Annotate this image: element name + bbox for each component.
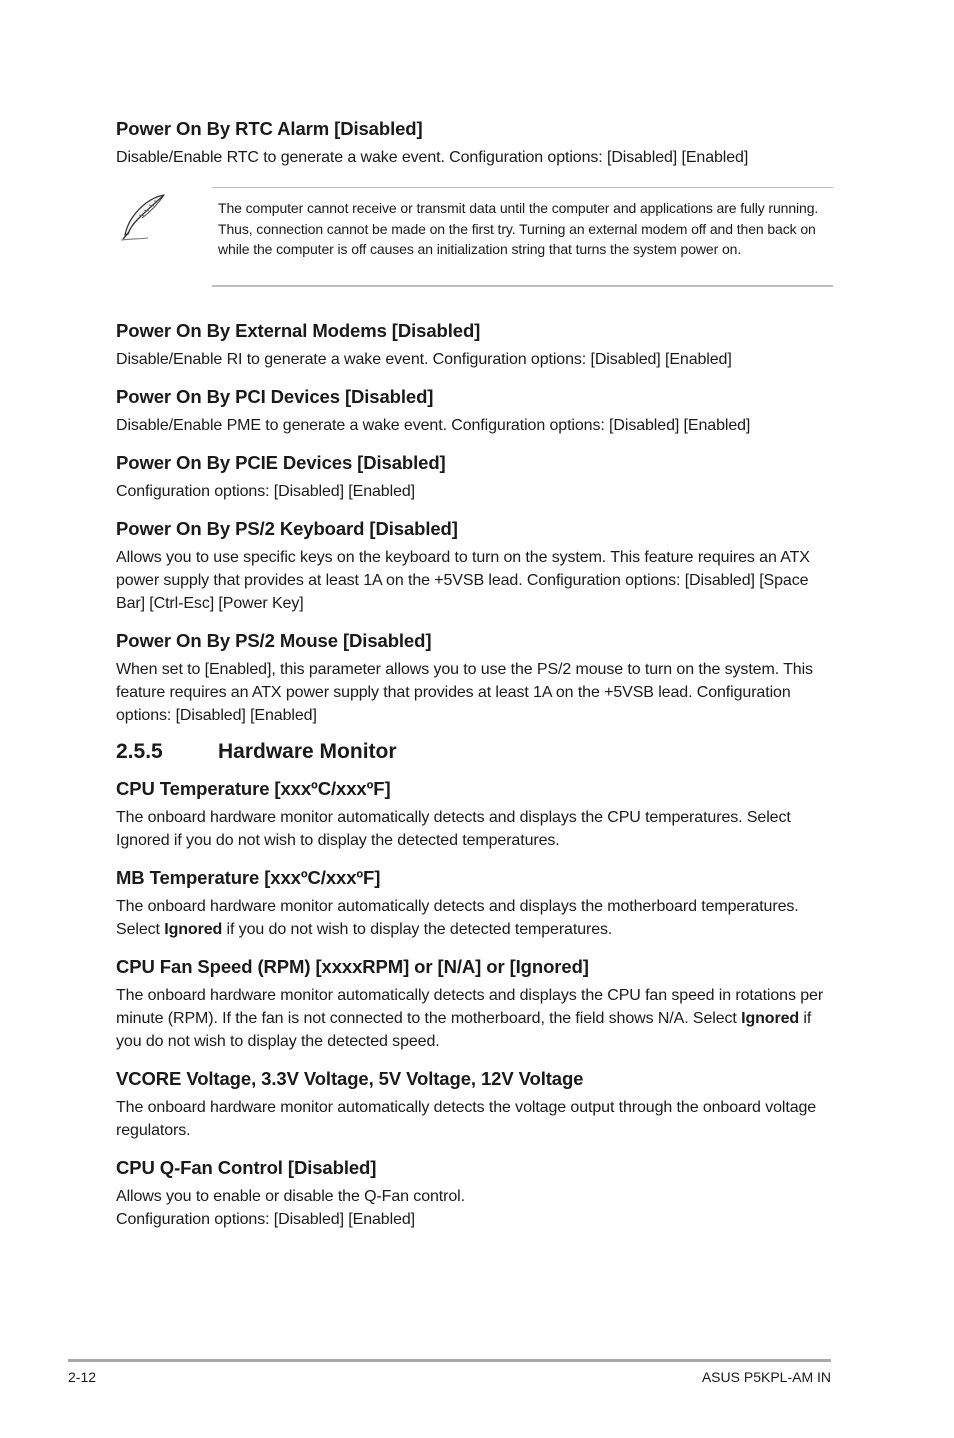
section-mb-temperature [116, 866, 832, 941]
section-cpu-fan-speed [116, 955, 832, 1053]
section-heading: Power On By PCIE Devices [Disabled] [116, 452, 446, 473]
section-heading: Power On By External Modems [Disabled] [116, 320, 481, 341]
section-body: Configuration options: [Disabled] [Enabled] [116, 483, 416, 500]
section-external-modems [116, 319, 832, 371]
section-body: Disable/Enable PME to generate a wake event. Configuration options: [Disabled] [Enabled] [116, 417, 751, 434]
section-heading: Power On By PCI Devices [Disabled] [116, 386, 434, 407]
body-line: Configuration options: [Disabled] [Enabled] [116, 1211, 416, 1228]
section-body [116, 895, 832, 941]
section-number: 2.5.5 [116, 740, 163, 763]
section-heading: MB Temperature [xxxºC/xxxºF] [116, 867, 381, 888]
section-pci-devices [116, 385, 832, 437]
page-number: 2-12 [68, 1369, 97, 1385]
body-text: The onboard hardware monitor automatically detects and displays the motherboard temperatures. Select [116, 898, 799, 938]
section-heading: Power On By PS/2 Mouse [Disabled] [116, 630, 432, 651]
page-content [116, 117, 832, 1231]
feather-pen-icon [118, 192, 168, 242]
section-body: When set to [Enabled], this parameter allows you to use the PS/2 mouse to turn on the system. This feature requires an ATX power supply that provides at least 1A on the +5VSB lead. Configuration options: [Disabled] [Enabled] [116, 661, 813, 724]
section-heading: CPU Temperature [xxxºC/xxxºF] [116, 778, 391, 799]
note-bottom-rule [212, 285, 833, 287]
footer-rule [68, 1359, 831, 1362]
product-name: ASUS P5KPL-AM IN [701, 1369, 831, 1385]
note-text: The computer cannot receive or transmit data until the computer and applications are fully running. Thus, connection cannot be made on the first try. Turning an external modem off and then back on while the computer is off causes an initialization string that turns the system power on. [218, 200, 819, 257]
section-body: The onboard hardware monitor automatically detects the voltage output through the onboard voltage regulators. [116, 1099, 817, 1139]
section-pcie-devices [116, 451, 832, 503]
body-text: The onboard hardware monitor automatically detects and displays the CPU fan speed in rotations per minute (RPM). If the fan is not connected to the motherboard, the field shows N/A. Select [116, 987, 824, 1027]
note-top-rule [212, 187, 833, 188]
section-heading: Power On By RTC Alarm [Disabled] [116, 118, 423, 139]
section-body: Disable/Enable RTC to generate a wake event. Configuration options: [Disabled] [Enabled] [116, 149, 749, 166]
section-body: Disable/Enable RI to generate a wake event. Configuration options: [Disabled] [Enabled] [116, 351, 732, 368]
section-title-hardware-monitor [116, 739, 832, 765]
bold-option: Ignored [164, 921, 223, 938]
bold-option: Ignored [741, 1010, 800, 1027]
body-line: Allows you to enable or disable the Q-Fan control. [116, 1188, 465, 1205]
section-ps2-mouse [116, 629, 832, 727]
section-body: The onboard hardware monitor automatically detects and displays the CPU temperatures. Select Ignored if you do not wish to display the detected temperatures. [116, 809, 791, 849]
section-ps2-keyboard [116, 517, 832, 615]
section-heading: VCORE Voltage, 3.3V Voltage, 5V Voltage, 12V Voltage [116, 1068, 584, 1089]
section-title-text: Hardware Monitor [218, 740, 397, 763]
section-heading: Power On By PS/2 Keyboard [Disabled] [116, 518, 458, 539]
section-body: Allows you to use specific keys on the keyboard to turn on the system. This feature requires an ATX power supply that provides at least 1A on the +5VSB lead. Configuration options: [Disabled] [Space Bar] [Ctrl-Esc] [Power Key] [116, 549, 810, 612]
note-box [116, 187, 832, 287]
section-heading: CPU Fan Speed (RPM) [xxxxRPM] or [N/A] or [Ignored] [116, 956, 589, 977]
body-text: if you do not wish to display the detected speed. [116, 1010, 812, 1050]
section-cpu-qfan [116, 1156, 832, 1231]
section-voltages [116, 1067, 832, 1142]
body-text: if you do not wish to display the detected temperatures. [222, 921, 613, 938]
section-body [116, 984, 832, 1053]
section-heading: CPU Q-Fan Control [Disabled] [116, 1157, 377, 1178]
section-rtc-alarm [116, 117, 832, 169]
section-cpu-temperature [116, 777, 832, 852]
section-body [116, 1185, 832, 1231]
